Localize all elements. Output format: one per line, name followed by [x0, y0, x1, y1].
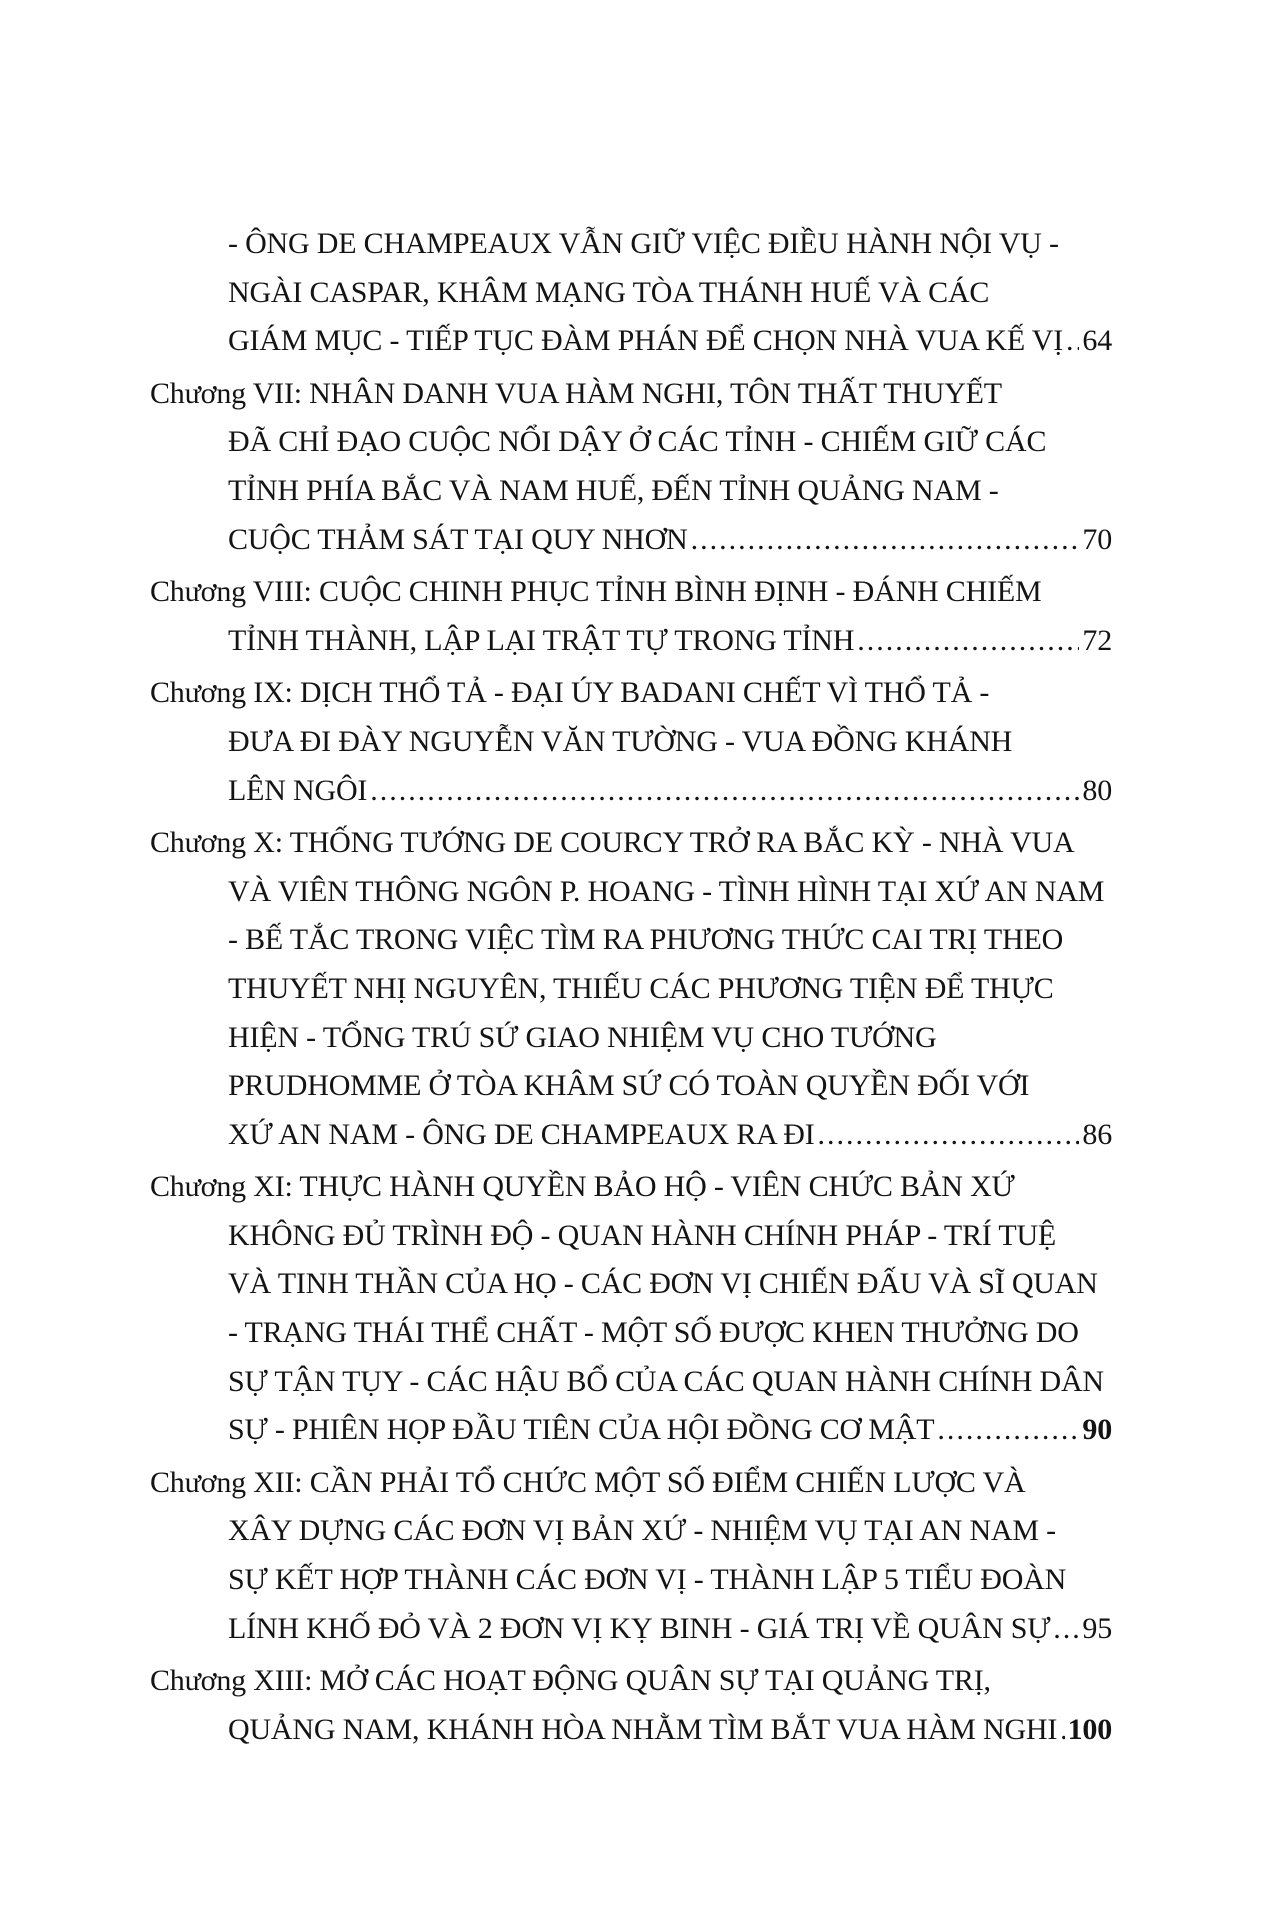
toc-line: HIỆN - TỔNG TRÚ SỨ GIAO NHIỆM VỤ CHO TƯỚNG: [228, 1020, 937, 1054]
page-number: 86: [1082, 1117, 1112, 1151]
page-number: 90: [1082, 1413, 1112, 1447]
toc-line-text: XỨ AN NAM - ÔNG DE CHAMPEAUX RA ĐI: [228, 1117, 815, 1151]
dot-leader: [1066, 317, 1079, 366]
toc-line-text: LÊN NGÔI: [228, 773, 368, 807]
toc-line: - BẾ TẮC TRONG VIỆC TÌM RA PHƯƠNG THỨC CAI TRỊ THEO: [228, 923, 1064, 957]
toc-entry-continuation: [150, 220, 1112, 366]
chapter-title: Chương VII: NHÂN DANH VUA HÀM NGHI, TÔN THẤT THUYẾT: [150, 376, 1002, 410]
toc-line-leader: [150, 1605, 1112, 1654]
dot-leader: [857, 617, 1079, 666]
toc-line-text: GIÁM MỤC - TIẾP TỤC ĐÀM PHÁN ĐỂ CHỌN NHÀ VUA KẾ VỊ: [228, 324, 1064, 358]
toc-line: XÂY DỰNG CÁC ĐƠN VỊ BẢN XỨ - NHIỆM VỤ TẠI AN NAM -: [228, 1514, 1056, 1548]
page-number: 80: [1082, 773, 1112, 807]
toc-line-text: LÍNH KHỐ ĐỎ VÀ 2 ĐƠN VỊ KỴ BINH - GIÁ TRỊ VỀ QUÂN SỰ: [228, 1611, 1051, 1645]
toc-line: VÀ TINH THẦN CỦA HỌ - CÁC ĐƠN VỊ CHIẾN ĐẤU VÀ SĨ QUAN: [228, 1267, 1098, 1301]
page-number: 72: [1082, 623, 1112, 657]
toc-line: PRUDHOMME Ở TÒA KHÂM SỨ CÓ TOÀN QUYỀN ĐỐI VỚI: [228, 1069, 1030, 1103]
dot-leader: [370, 767, 1079, 816]
toc-entry-chapter-9: [150, 669, 1112, 815]
toc-line: SỰ KẾT HỢP THÀNH CÁC ĐƠN VỊ - THÀNH LẬP 5 TIỂU ĐOÀN: [228, 1563, 1067, 1597]
toc-entry-chapter-12: [150, 1459, 1112, 1653]
toc-entry-chapter-10: [150, 819, 1112, 1159]
toc-line: THUYẾT NHỊ NGUYÊN, THIẾU CÁC PHƯƠNG TIỆN ĐỂ THỰC: [228, 971, 1054, 1005]
toc-line: VÀ VIÊN THÔNG NGÔN P. HOANG - TÌNH HÌNH TẠI XỨ AN NAM: [228, 874, 1105, 908]
toc-line: TỈNH PHÍA BẮC VÀ NAM HUẾ, ĐẾN TỈNH QUẢNG NAM -: [228, 473, 999, 507]
toc-line: ĐÃ CHỈ ĐẠO CUỘC NỔI DẬY Ở CÁC TỈNH - CHIẾM GIỮ CÁC: [228, 425, 1047, 459]
toc-entry-chapter-8: [150, 568, 1112, 665]
toc-line: KHÔNG ĐỦ TRÌNH ĐỘ - QUAN HÀNH CHÍNH PHÁP - TRÍ TUỆ: [228, 1218, 1057, 1252]
table-of-contents: [150, 220, 1112, 1754]
toc-line: - ÔNG DE CHAMPEAUX VẪN GIỮ VIỆC ĐIỀU HÀNH NỘI VỤ -: [228, 227, 1059, 260]
toc-line-leader: [150, 516, 1112, 565]
toc-line: NGÀI CASPAR, KHÂM MẠNG TÒA THÁNH HUẾ VÀ CÁC: [228, 275, 990, 309]
dot-leader: [1060, 1706, 1064, 1755]
chapter-title: Chương XI: THỰC HÀNH QUYỀN BẢO HỘ - VIÊN CHỨC BẢN XỨ: [150, 1170, 1015, 1204]
toc-line-leader: [150, 1406, 1112, 1455]
dot-leader: [691, 516, 1080, 565]
dot-leader: [937, 1406, 1079, 1455]
chapter-title: Chương XIII: MỞ CÁC HOẠT ĐỘNG QUÂN SỰ TẠI QUẢNG TRỊ,: [150, 1664, 991, 1698]
toc-entry-chapter-13: [150, 1657, 1112, 1754]
chapter-title: Chương XII: CẦN PHẢI TỔ CHỨC MỘT SỐ ĐIỂM CHIẾN LƯỢC VÀ: [150, 1465, 1026, 1499]
toc-line: ĐƯA ĐI ĐÀY NGUYỄN VĂN TƯỜNG - VUA ĐỒNG KHÁNH: [228, 724, 1013, 758]
toc-line-text: CUỘC THẢM SÁT TẠI QUY NHƠN: [228, 522, 688, 556]
toc-line-text: SỰ - PHIÊN HỌP ĐẦU TIÊN CỦA HỘI ĐỒNG CƠ MẬT: [228, 1413, 935, 1447]
chapter-title: Chương IX: DỊCH THỔ TẢ - ĐẠI ÚY BADANI CHẾT VÌ THỔ TẢ -: [150, 676, 990, 710]
toc-line: - TRẠNG THÁI THỂ CHẤT - MỘT SỐ ĐƯỢC KHEN THƯỞNG DO: [228, 1316, 1079, 1350]
toc-line-leader: [150, 1111, 1112, 1160]
toc-entry-chapter-7: [150, 370, 1112, 564]
page-number: 64: [1082, 324, 1112, 358]
toc-line-leader: [150, 617, 1112, 666]
toc-line: SỰ TẬN TỤY - CÁC HẬU BỔ CỦA CÁC QUAN HÀNH CHÍNH DÂN: [228, 1364, 1104, 1398]
toc-line-leader: [150, 767, 1112, 816]
chapter-title: Chương VIII: CUỘC CHINH PHỤC TỈNH BÌNH ĐỊNH - ĐÁNH CHIẾM: [150, 575, 1042, 609]
toc-entry-chapter-11: [150, 1163, 1112, 1455]
page-number: 95: [1082, 1611, 1112, 1645]
page-number: 100: [1067, 1712, 1112, 1746]
toc-line-leader: [150, 1706, 1112, 1755]
toc-line-text: TỈNH THÀNH, LẬP LẠI TRẬT TỰ TRONG TỈNH: [228, 623, 855, 657]
toc-line-leader: [150, 317, 1112, 366]
dot-leader: [818, 1111, 1080, 1160]
page-number: 70: [1082, 522, 1112, 556]
chapter-title: Chương X: THỐNG TƯỚNG DE COURCY TRỞ RA BẮC KỲ - NHÀ VUA: [150, 826, 1075, 860]
dot-leader: [1053, 1605, 1079, 1654]
toc-line-text: QUẢNG NAM, KHÁNH HÒA NHẰM TÌM BẮT VUA HÀM NGHI: [228, 1712, 1058, 1746]
